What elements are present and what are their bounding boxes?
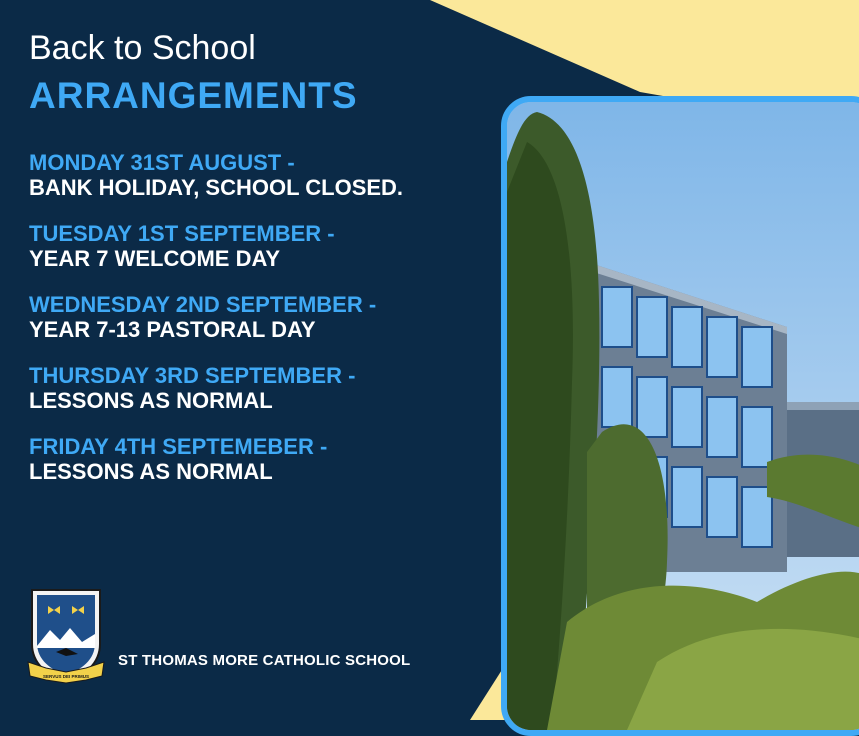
schedule-entry xyxy=(29,292,499,363)
schedule-day: TUESDAY 1ST SEPTEMBER - xyxy=(29,221,335,246)
page-title: Back to School xyxy=(29,29,256,67)
schedule-list xyxy=(29,150,499,505)
schedule-entry xyxy=(29,221,499,292)
schedule-day: THURSDAY 3RD SEPTEMBER - xyxy=(29,363,356,388)
schedule-day: MONDAY 31ST AUGUST - xyxy=(29,150,295,175)
schedule-entry xyxy=(29,434,499,505)
schedule-description: BANK HOLIDAY, SCHOOL CLOSED. xyxy=(29,175,404,200)
school-name: ST THOMAS MORE CATHOLIC SCHOOL xyxy=(118,652,411,669)
school-building-photo xyxy=(501,96,859,736)
crest-motto: SERVUS DEI PRIMUS xyxy=(43,674,89,679)
school-crest-icon xyxy=(26,584,106,684)
schedule-entry xyxy=(29,363,499,434)
schedule-description: YEAR 7-13 PASTORAL DAY xyxy=(29,317,316,342)
schedule-description: LESSONS AS NORMAL xyxy=(29,459,273,484)
schedule-day: FRIDAY 4TH SEPTEMEBER - xyxy=(29,434,328,459)
page-subtitle: ARRANGEMENTS xyxy=(29,75,358,116)
schedule-day: WEDNESDAY 2ND SEPTEMBER - xyxy=(29,292,377,317)
schedule-entry xyxy=(29,150,499,221)
schedule-description: LESSONS AS NORMAL xyxy=(29,388,273,413)
schedule-description: YEAR 7 WELCOME DAY xyxy=(29,246,281,271)
